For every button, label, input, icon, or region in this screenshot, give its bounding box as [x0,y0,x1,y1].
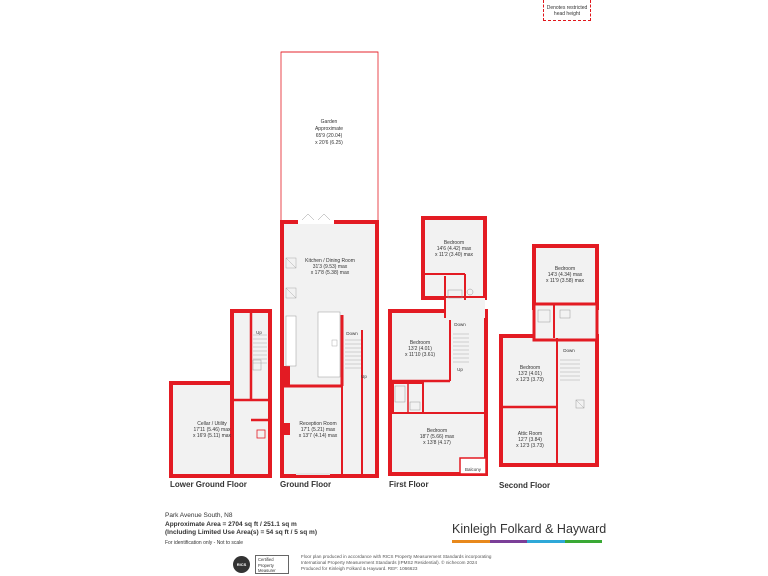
bed1-name: Bedroom [443,240,465,246]
bed5-name: Bedroom [519,365,541,371]
bed1-line1: 14'6 (4.42) max [436,246,472,252]
bed4-line1: 14'3 (4.34) max [547,272,583,278]
bed5-line2: x 12'3 (3.73) [516,377,544,383]
bed4-line2: x 11'9 (3.58) max [545,278,585,284]
reception-line2: x 13'7 (4.14) max [298,433,338,439]
cellar-name: Cellar / Utility [197,421,227,427]
floor-label-first: First Floor [389,480,429,489]
badge-line-2: Property [258,562,274,568]
restricted-height-legend [543,0,591,21]
kitchen-name: Kitchen / Dining Room [305,258,355,264]
badge-line-3: Measurer [258,568,276,573]
rics-logo: RICS [233,556,250,573]
property-info [165,512,317,547]
brand-bar-blue [527,540,565,543]
g-up-label: Up [361,374,367,379]
bed4-name: Bedroom [554,266,576,272]
approximate-area: Approximate Area = 2704 sq ft / 251.1 sq m [165,520,297,528]
attic-line1: 12'7 (3.84) [518,437,542,443]
lower-ground-floor-plan [171,311,270,476]
attic-name: Attic Room [517,431,543,437]
brand-color-bar [452,540,602,543]
brand-bar-purple [490,540,528,543]
balcony-name: Balcony [464,467,482,472]
garden-line3: x 20'6 (6.25) [315,140,343,146]
garden-line1: Approximate [314,126,344,132]
bed2-line1: 13'2 (4.01) [408,346,432,352]
identification-note: For identification only - Not to scale [165,539,244,546]
bed5-line1: 13'2 (4.01) [518,371,542,377]
reception-name: Reception Room [299,421,337,427]
garden [281,52,378,222]
reception-line1: 17'1 (5.21) max [300,427,336,433]
second-floor-plan [501,246,597,465]
rics-line-1: Floor plan produced in accordance with RICS Property Measurement Standards incorporating [301,554,492,559]
floor-label-second: Second Floor [499,481,551,490]
cellar-line2: x 16'9 (5.11) max [192,433,232,439]
limited-use-area: (Including Limited Use Area(s) = 54 sq ft / 5 sq m) [165,529,317,536]
legend-text: Denotes restricted head height [546,5,588,17]
brand-bar-orange [452,540,490,543]
cellar-line1: 17'11 (5.46) max [193,427,231,433]
bed3-line1: 18'7 (5.66) max [419,434,455,440]
garden-name: Garden [320,119,338,125]
first-floor-plan [390,218,486,474]
attic-line2: x 12'3 (3.73) [516,443,544,449]
bed1-line2: x 11'2 (3.40) max [434,252,474,258]
s-down-label: Down [563,348,575,353]
rics-line-3: Produced for Kinleigh Folkard & Hayward. REF: 1066623 [301,566,418,571]
agent-brand-name: Kinleigh Folkard & Hayward [452,522,607,536]
kitchen-line1: 31'3 (9.53) max [312,264,348,270]
bed2-name: Bedroom [409,340,431,346]
certified-measurer-badge [255,555,289,574]
bed2-line2: x 11'10 (3.61) [404,352,436,358]
garden-line2: 65'9 (20.04) [315,133,343,139]
kitchen-line2: x 17'8 (5.38) max [310,270,350,276]
lg-up-label: Up [256,330,262,335]
g-down-label: Down [346,331,358,336]
address: Park Avenue South, N8 [165,512,233,519]
ground-floor-plan [282,214,377,476]
brand-bar-green [565,540,603,543]
f-up-label: Up [457,367,463,372]
floor-label-lower-ground: Lower Ground Floor [170,480,247,489]
bed3-line2: x 13'8 (4.17) [423,440,451,446]
floor-label-ground: Ground Floor [280,480,332,489]
badge-line-1: Certified [258,557,274,562]
rics-line-2: International Property Measurement Standards (IPMS2 Residential). © nichecom 2024 [301,560,477,565]
bed3-name: Bedroom [426,428,448,434]
rics-statement [301,554,541,572]
f-down-label: Down [454,322,466,327]
